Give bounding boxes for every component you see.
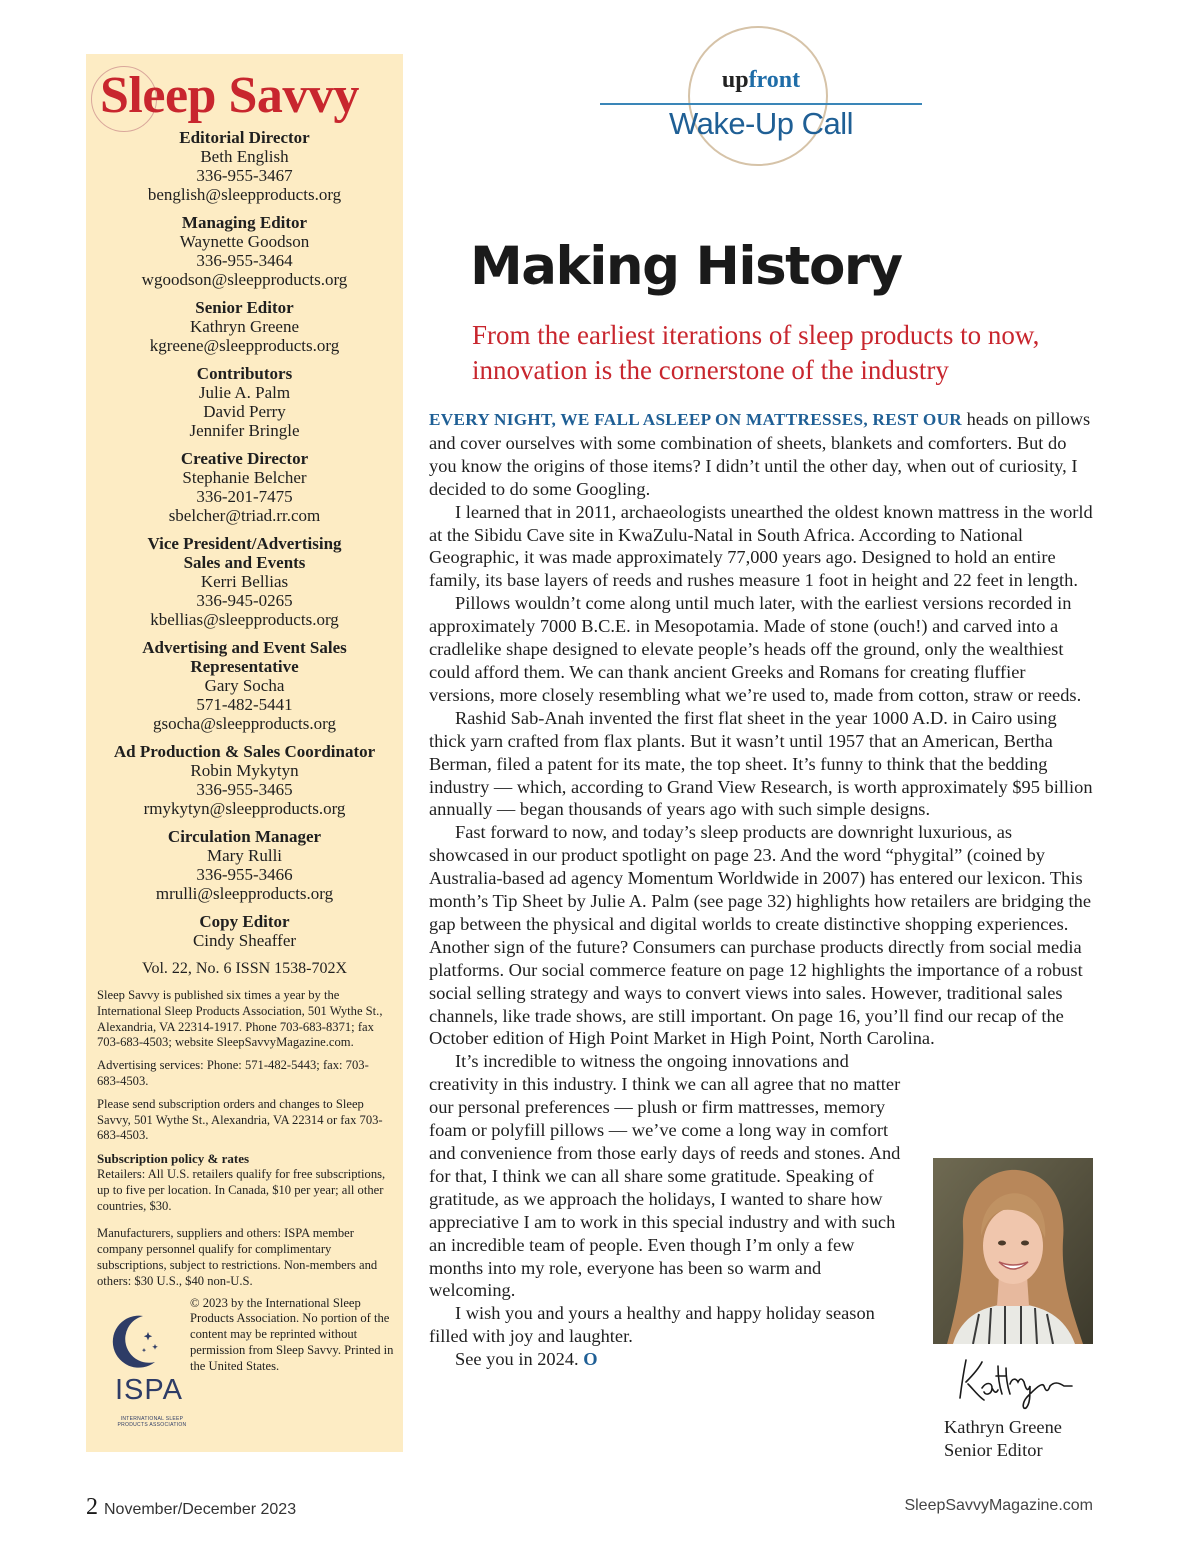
section-rule xyxy=(600,103,922,105)
ispa-logo xyxy=(105,1310,187,1428)
staff-name: Gary Socha xyxy=(204,676,285,695)
staff-role: Copy Editor xyxy=(199,912,290,931)
logo-text: Sleep Savvy xyxy=(100,67,359,124)
editor-portrait xyxy=(933,1158,1093,1344)
staff-name: Mary Rulli xyxy=(206,846,283,865)
article-deck: From the earliest iterations of sleep products to now, innovation is the cornerstone of the industry xyxy=(472,320,1040,385)
policy-heading: Subscription policy & rates xyxy=(97,1151,250,1167)
staff-name: Jennifer Bringle xyxy=(189,421,300,440)
staff-list xyxy=(86,128,403,950)
fine-print xyxy=(86,988,403,1426)
copyright-notice: © 2023 by the International Sleep Products Association. No portion of the content may be reprinted without permission from Sleep Savvy. Printed in the United States. xyxy=(190,1295,394,1373)
section-kicker-front: front xyxy=(748,67,801,93)
staff-role: Creative Director xyxy=(180,449,309,468)
footer-folio xyxy=(86,1494,296,1521)
staff-phone: 571-482-5441 xyxy=(196,695,293,714)
page-number: 2 xyxy=(86,1494,98,1520)
closing-text: See you in 2024. xyxy=(455,1349,579,1370)
section-kicker xyxy=(600,67,922,94)
staff-block xyxy=(86,827,403,903)
body-paragraph: Pillows wouldn’t come along until much later, with the earliest versions recorded in approximately 7000 B.C.E. in Mesopotamia. Made of stone (ouch!) and carved into a cradlelike shape designed to elevate people’s heads off the ground, only the wealthiest could afford them. We can thank ancient Greeks and Romans for creating fluffier versions, more closely resembling what we’re used to, made from cotton, straw or reeds. xyxy=(429,593,1082,705)
subscription-info: Please send subscription orders and changes to Sleep Savvy, 501 Wythe St., Alexandria, VA 22314 or fax 703-683-4503. xyxy=(97,1096,383,1143)
staff-email[interactable]: gsocha@sleepproducts.org xyxy=(153,714,336,733)
staff-name: Waynette Goodson xyxy=(179,232,310,251)
staff-phone: 336-945-0265 xyxy=(196,591,293,610)
staff-email[interactable]: rmykytyn@sleepproducts.org xyxy=(143,799,346,818)
signature-image xyxy=(946,1352,1076,1410)
staff-name: Cindy Sheaffer xyxy=(192,931,297,950)
staff-email[interactable]: kgreene@sleepproducts.org xyxy=(149,336,340,355)
staff-phone: 336-955-3465 xyxy=(196,780,293,799)
section-title: Wake-Up Call xyxy=(668,106,854,141)
advertising-info: Advertising services: Phone: 571-482-5443; fax: 703-683-4503. xyxy=(97,1058,369,1088)
staff-phone: 336-201-7475 xyxy=(196,487,293,506)
staff-role: Managing Editor xyxy=(181,213,308,232)
staff-name: David Perry xyxy=(203,402,286,421)
staff-role: Advertising and Event Sales Representative xyxy=(142,638,347,676)
body-paragraph: Fast forward to now, and today’s sleep products are downright luxurious, as showcased in our product spotlight on page 23. And the word “phygital” (coined by Australia-based ad agency Momentum Worldwide in 2007) has entered our lexicon. This month’s Tip Sheet by Julie A. Palm (see page 32) highlights how retailers are bridging the gap between the physical and digital worlds to create distinctive shopping experiences. Another sign of the future? Consumers can purchase products directly from social media platforms. Our social commerce feature on page 12 highlights the importance of a robust social selling strategy and ways to convert views into sales. However, traditional sales channels, like trade shows, are still important. On page 16, you’ll find our recap of the October edition of High Point Market in High Point, North Carolina. xyxy=(429,822,1091,1049)
staff-role: Senior Editor xyxy=(195,298,294,317)
logo xyxy=(86,54,403,128)
ispa-logo-subtitle: INTERNATIONAL SLEEP PRODUCTS ASSOCIATION xyxy=(117,1415,187,1428)
staff-email[interactable]: wgoodson@sleepproducts.org xyxy=(141,270,348,289)
staff-block xyxy=(86,128,403,204)
staff-role: Ad Production & Sales Coordinator xyxy=(113,742,376,761)
byline xyxy=(944,1416,1062,1462)
staff-phone: 336-955-3466 xyxy=(196,865,293,884)
staff-block xyxy=(86,364,403,440)
staff-block xyxy=(86,912,403,950)
staff-email[interactable]: sbelcher@triad.rr.com xyxy=(168,506,321,525)
policy-retailers: Retailers: All U.S. retailers qualify for free subscriptions, up to five per location. In Canada, $10 per year; all other countries, $30. xyxy=(97,1166,386,1213)
body-paragraph: I learned that in 2011, archaeologists unearthed the oldest known mattress in the world at the Sibidu Cave site in KwaZulu-Natal in South Africa. According to National Geographic, it was made approximately 77,000 years ago. Designed to hold an entire family, its base layers of reeds and rushes measure 1 foot in height and 22 feet in length. xyxy=(429,501,1093,591)
staff-block xyxy=(86,213,403,289)
lead-paragraph xyxy=(429,408,1093,501)
byline-title: Senior Editor xyxy=(944,1439,1043,1460)
staff-phone: 336-955-3464 xyxy=(196,251,293,270)
staff-name: Robin Mykytyn xyxy=(190,761,299,780)
end-mark: O xyxy=(583,1349,598,1370)
body-paragraph: Rashid Sab-Anah invented the first flat sheet in the year 1000 A.D. in Cairo using thick yarn crafted from flax plants. But it wasn’t until 1957 that an American, Bertha Berman, filed a patent for its mate, the top sheet. It’s funny to think that the bedding industry — which, according to Grand View Research, is worth approximately $95 billion annually — began thousands of years ago with such simple designs. xyxy=(429,707,1093,820)
copyright-area xyxy=(97,1295,394,1428)
staff-role: Circulation Manager xyxy=(167,827,322,846)
staff-name: Beth English xyxy=(200,147,289,166)
staff-role: Contributors xyxy=(196,364,293,383)
lead-in: EVERY NIGHT, WE FALL ASLEEP ON MATTRESSES, REST OUR xyxy=(429,410,962,429)
moon-stars-icon xyxy=(105,1310,165,1380)
issue-date: November/December 2023 xyxy=(104,1501,297,1518)
byline-name: Kathryn Greene xyxy=(944,1417,1062,1437)
section-badge-circle xyxy=(688,26,828,166)
ispa-logo-text: ISPA xyxy=(115,1373,183,1406)
section-kicker-up: up xyxy=(721,67,749,93)
staff-name: Kathryn Greene xyxy=(189,317,300,336)
body-paragraph: I wish you and yours a healthy and happy holiday season filled with joy and laughter. xyxy=(429,1303,875,1347)
staff-block xyxy=(86,449,403,525)
footer-website[interactable]: SleepSavvyMagazine.com xyxy=(904,1497,1093,1514)
staff-phone: 336-955-3467 xyxy=(196,166,293,185)
staff-name: Kerri Bellias xyxy=(200,572,289,591)
staff-name: Julie A. Palm xyxy=(198,383,291,402)
lead-text: heads on pillows and cover ourselves with some combination of sheets, blankets and comforters. But do you know the origins of those items? I didn’t until the other day, when out of curiosity, I decided to do some Googling. xyxy=(429,409,1091,499)
volume-issn: Vol. 22, No. 6 ISSN 1538-702X xyxy=(141,960,348,977)
staff-block xyxy=(86,638,403,733)
publication-info: Sleep Savvy is published six times a year by the International Sleep Products Association, 501 Wythe St., Alexandria, VA 22314-1917. Phone 703-683-8371; fax 703-683-4503; website SleepSavvyMagazine.com. xyxy=(97,988,383,1050)
editor-photo xyxy=(933,1158,1093,1344)
staff-email[interactable]: benglish@sleepproducts.org xyxy=(147,185,342,204)
staff-email[interactable]: mrulli@sleepproducts.org xyxy=(155,884,334,903)
copyright-text xyxy=(190,1296,395,1383)
staff-block xyxy=(86,534,403,629)
staff-block xyxy=(86,742,403,818)
staff-email[interactable]: kbellias@sleepproducts.org xyxy=(150,610,339,629)
staff-role: Vice President/Advertising Sales and Events xyxy=(147,534,342,572)
policy-manufacturers: Manufacturers, suppliers and others: ISPA member company personnel qualify for complimentary subscriptions, subject to restrictions. Non-members and others: $30 U.S., $40 non-U.S. xyxy=(97,1226,378,1288)
article-headline: Making History xyxy=(470,236,902,297)
staff-name: Stephanie Belcher xyxy=(182,468,307,487)
staff-role: Editorial Director xyxy=(179,128,310,147)
masthead-sidebar xyxy=(86,54,403,1452)
body-paragraph: It’s incredible to witness the ongoing innovations and creativity in this industry. I think we can all agree that no matter our personal preferences — plush or firm mattresses, memory foam or polyfill pillows — we’ve come a long way in comfort and convenience from those early days of reeds and stones. And for that, I think we can all share some gratitude. Speaking of gratitude, as we approach the holidays, I wanted to share how appreciative I am to work in this special industry and with such an incredible team of people. Even though I’m only a few months into my role, everyone has been so warm and welcoming. xyxy=(429,1051,901,1301)
staff-block xyxy=(86,298,403,355)
